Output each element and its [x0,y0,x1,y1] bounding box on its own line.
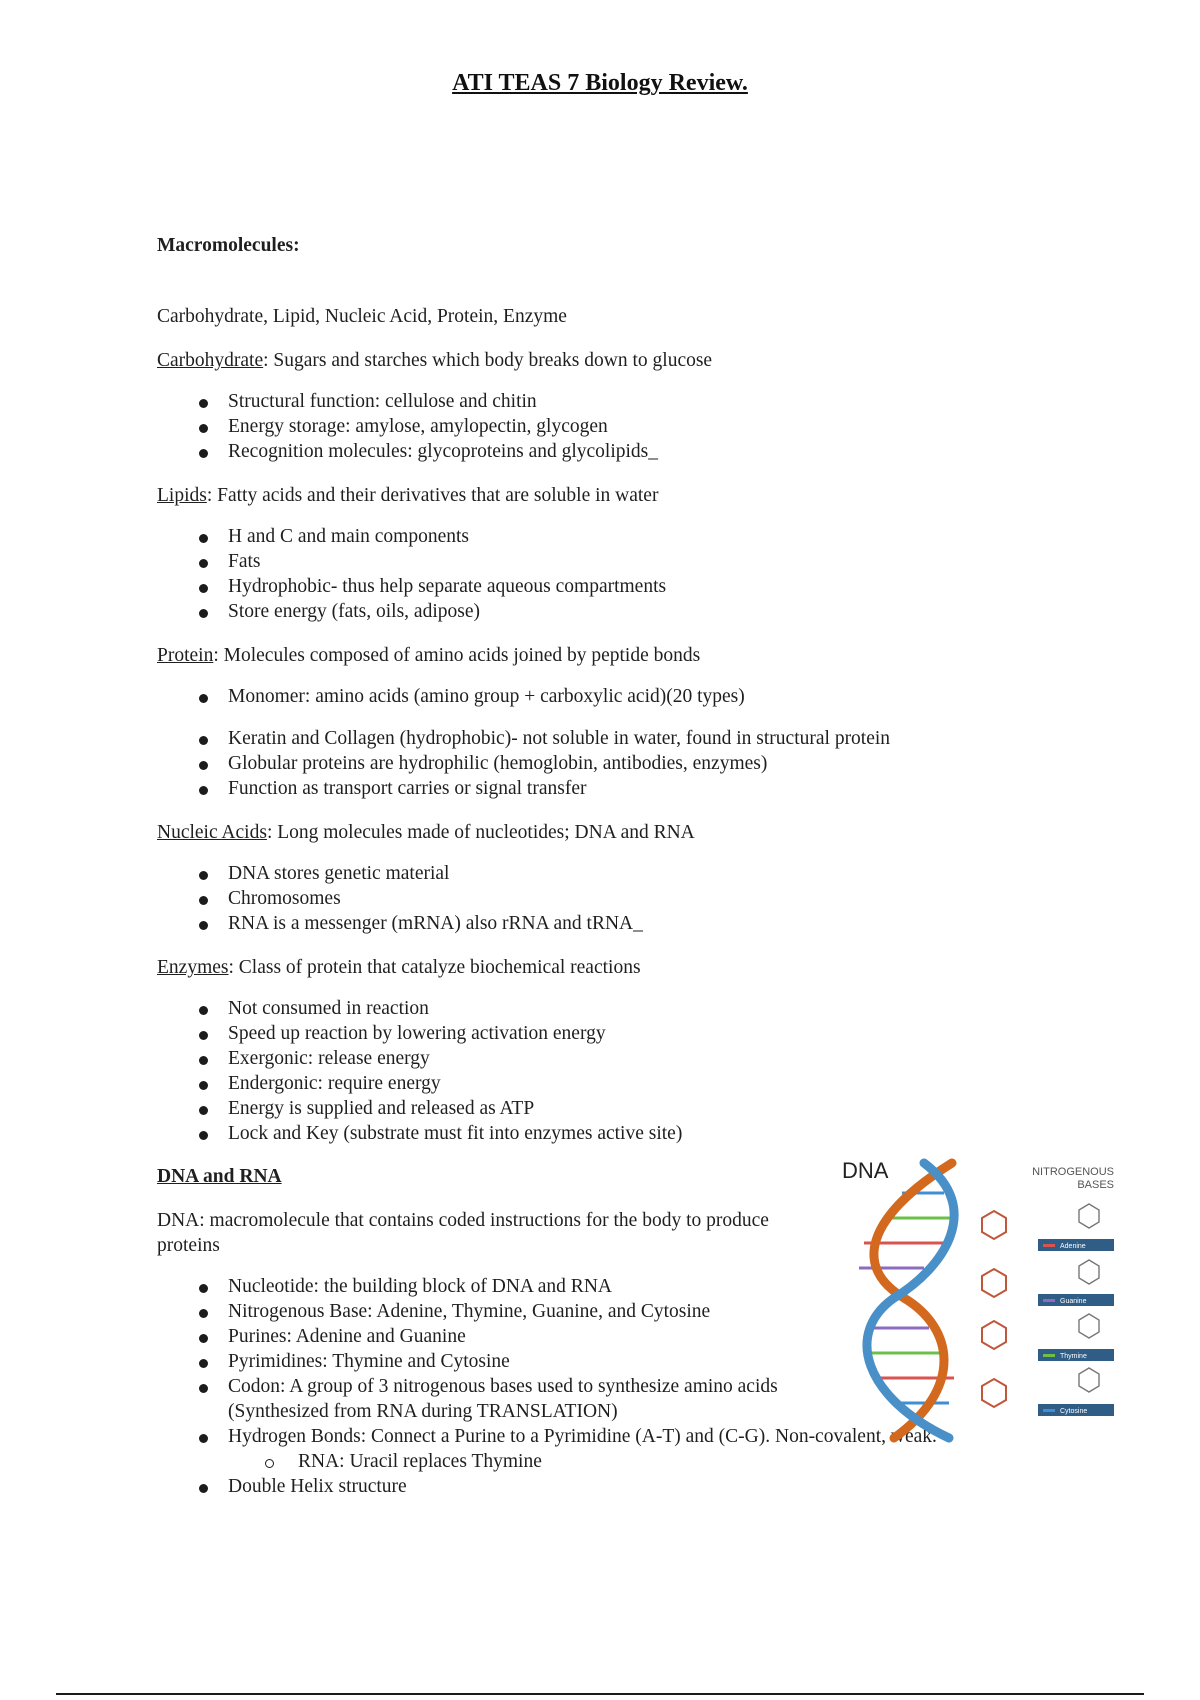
dna-helix-svg [834,1148,1119,1448]
list-item: Globular proteins are hydrophilic (hemoglobin, antibodies, enzymes) [157,751,1037,776]
list-item: Structural function: cellulose and chitin [157,389,1037,414]
bases-heading: NITROGENOUS [1032,1166,1114,1178]
molecule-icon [982,1321,1006,1349]
list-item: Recognition molecules: glycoproteins and glycolipids_ [157,439,1037,464]
protein-term: Protein [157,645,214,666]
list-item: Double Helix structure [157,1474,1037,1499]
base-color-swatch [1043,1354,1055,1357]
base-color-swatch [1043,1409,1055,1412]
list-item: Chromosomes [157,886,1037,911]
list-item: Speed up reaction by lowering activation energy [157,1021,1037,1046]
list-item: Endergonic: require energy [157,1071,1037,1096]
base-label: Cytosine [1060,1408,1088,1415]
molecule-icons [982,1211,1006,1407]
base-label: Thymine [1060,1353,1087,1360]
dna-rna-intro: DNA: macromolecule that contains coded instructions for the body to produce proteins [157,1210,769,1256]
carbohydrate-definition [157,348,1037,373]
list-item: Hydrogen Bonds: Connect a Purine to a Pyrimidine (A-T) and (C-G). Non-covalent, weak. [157,1424,1037,1449]
list-item: DNA stores genetic material [157,861,1037,886]
enzymes-term: Enzymes [157,957,229,978]
macromolecules-intro: Carbohydrate, Lipid, Nucleic Acid, Protein, Enzyme [157,306,567,327]
list-item: Exergonic: release energy [157,1046,1037,1071]
list-item: Energy storage: amylose, amylopectin, glycogen [157,414,1037,439]
page-bottom-rule [56,1693,1144,1695]
figure-title: DNA [842,1158,889,1183]
list-item: Keratin and Collagen (hydrophobic)- not soluble in water, found in structural protein [157,726,1037,751]
molecule-icon [982,1269,1006,1297]
list-item: Function as transport carries or signal transfer [157,776,1037,801]
adenine-structure-icon [1079,1204,1099,1228]
enzymes-list [157,996,1037,1146]
nucleic-acids-list [157,861,1037,936]
carbohydrate-list [157,389,1037,464]
list-item: Monomer: amino acids (amino group + carboxylic acid)(20 types) [157,684,1037,709]
base-label: Adenine [1060,1243,1086,1250]
guanine-structure-icon [1079,1260,1099,1284]
lipids-definition-text: : Fatty acids and their derivatives that are soluble in water [206,485,659,506]
list-item: Not consumed in reaction [157,996,1037,1021]
dna-rna-heading: DNA and RNA [157,1166,282,1187]
list-item: RNA is a messenger (mRNA) also rRNA and tRNA_ [157,911,1037,936]
enzymes-definition-text: : Class of protein that catalyze biochemical reactions [228,957,641,978]
lipids-definition [157,483,1037,508]
bases-heading: BASES [1077,1179,1114,1191]
molecule-icon [982,1211,1006,1239]
list-item: Purines: Adenine and Guanine [157,1324,1037,1349]
enzymes-definition [157,955,1037,980]
base-color-swatch [1043,1299,1055,1302]
thymine-structure-icon [1079,1314,1099,1338]
list-item: Fats [157,549,1037,574]
carbohydrate-term: Carbohydrate [157,350,264,371]
dna-rna-sublist [157,1449,1037,1474]
protein-list [157,684,1037,801]
nucleic-acids-definition-text: : Long molecules made of nucleotides; DNA and RNA [266,822,695,843]
base-color-swatch [1043,1244,1055,1247]
base-label: Guanine [1060,1298,1087,1305]
base-label-boxes [1038,1239,1114,1416]
nucleic-acids-term: Nucleic Acids [157,822,267,843]
list-item: RNA: Uracil replaces Thymine [157,1449,1037,1474]
macromolecules-heading: Macromolecules: [157,235,300,256]
list-item: Codon: A group of 3 nitrogenous bases used to synthesize amino acids (Synthesized from RNA during TRANSLATION) [157,1374,818,1424]
list-item: Nucleotide: the building block of DNA and RNA [157,1274,1037,1299]
cytosine-structure-icon [1079,1368,1099,1392]
carbohydrate-definition-text: : Sugars and starches which body breaks down to glucose [263,350,713,371]
protein-definition-text: : Molecules composed of amino acids joined by peptide bonds [213,645,701,666]
lipids-term: Lipids [157,485,207,506]
dna-rna-final-list [157,1474,1037,1499]
nucleic-acids-definition [157,820,1037,845]
list-item: Nitrogenous Base: Adenine, Thymine, Guanine, and Cytosine [157,1299,1037,1324]
lipids-list [157,524,1037,624]
page-title: ATI TEAS 7 Biology Review. [452,70,748,96]
dna-illustration [834,1148,1119,1448]
molecule-icon [982,1379,1006,1407]
list-item: Pyrimidines: Thymine and Cytosine [157,1349,1037,1374]
list-item: Store energy (fats, oils, adipose) [157,599,1037,624]
list-item: H and C and main components [157,524,1037,549]
list-item: Energy is supplied and released as ATP [157,1096,1037,1121]
list-item: Lock and Key (substrate must fit into enzymes active site) [157,1121,1037,1146]
list-item: Hydrophobic- thus help separate aqueous compartments [157,574,1037,599]
protein-definition [157,643,1037,668]
